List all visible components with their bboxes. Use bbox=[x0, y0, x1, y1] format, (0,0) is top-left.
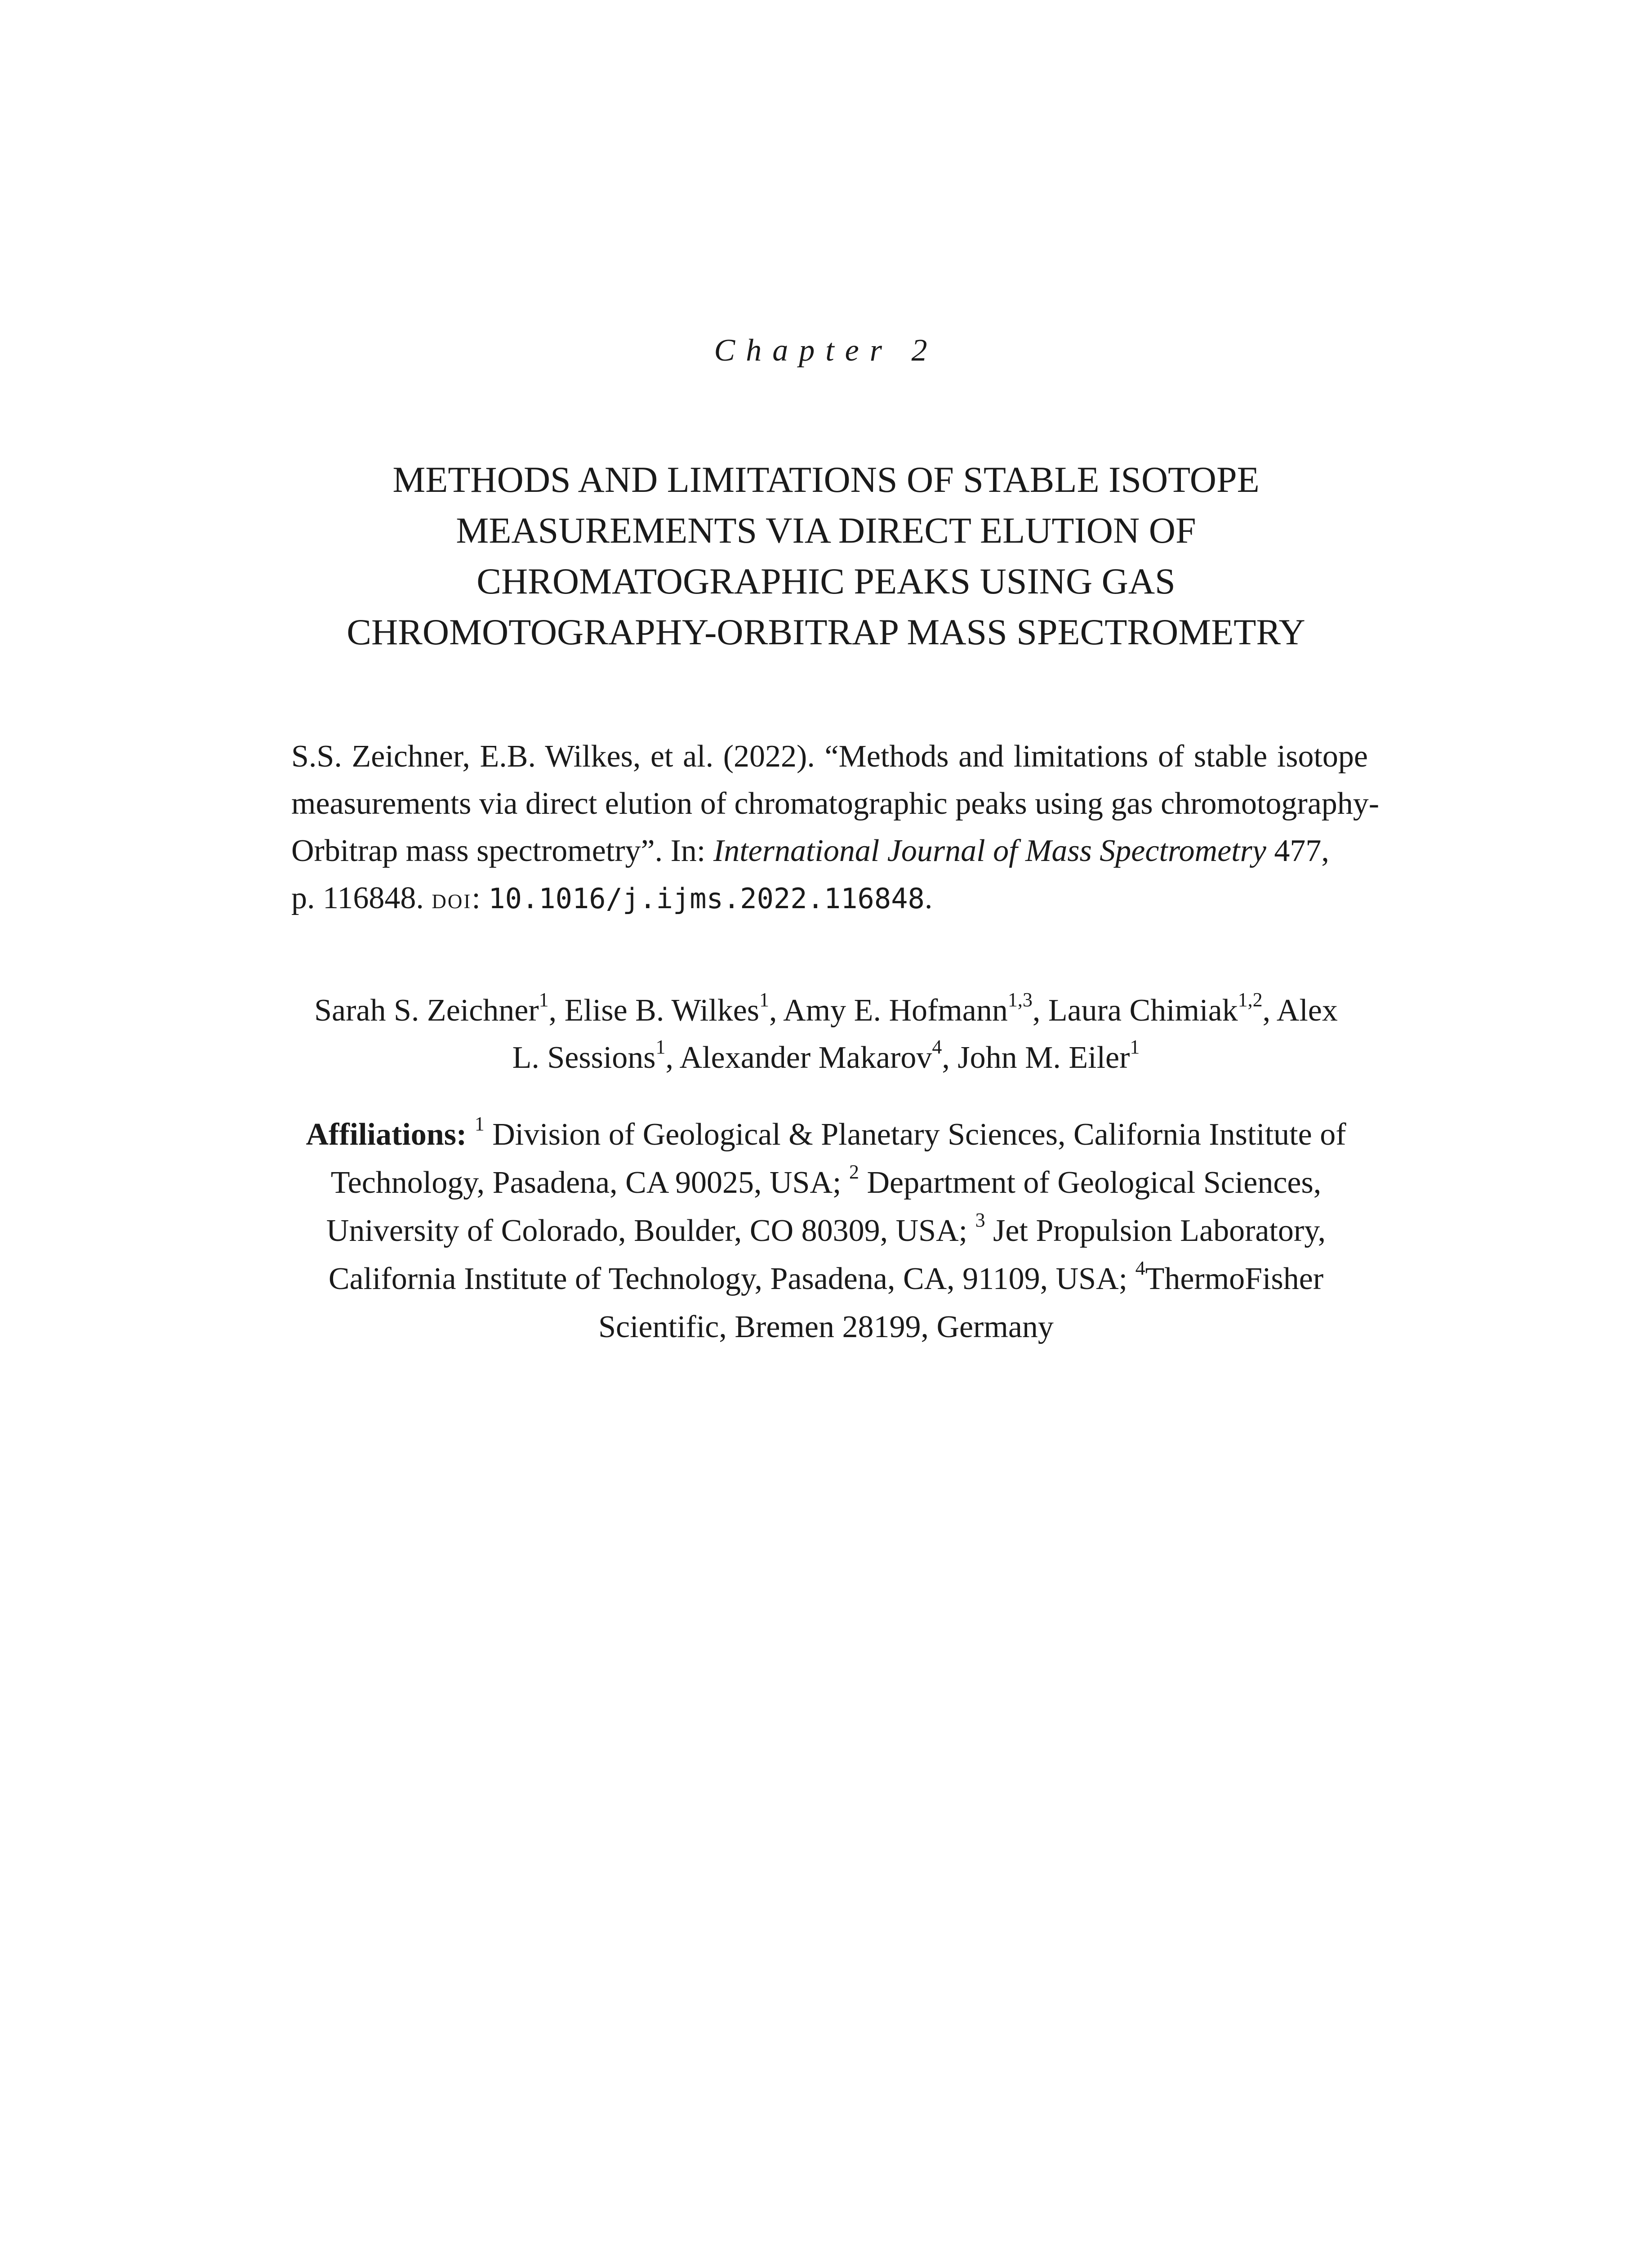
citation-text: Orbitrap mass spectrometry”. In: bbox=[291, 834, 713, 868]
affiliation-text: Jet Propulsion Laboratory, bbox=[985, 1213, 1326, 1248]
chapter-title bbox=[252, 454, 1400, 657]
citation-line: S.S. Zeichner, E.B. Wilkes, et al. (2022). “Methods and limitations of stable isotope bbox=[291, 739, 1368, 774]
affiliation-text: California Institute of Technology, Pasadena, CA, 91109, USA; bbox=[328, 1262, 1135, 1296]
journal-name: International Journal of Mass Spectrometry bbox=[713, 834, 1266, 868]
affiliation-marker: 1,2 bbox=[1238, 988, 1263, 1011]
affiliation-line bbox=[252, 1111, 1400, 1159]
affiliation-line bbox=[252, 1159, 1400, 1207]
affiliations-block bbox=[252, 1111, 1400, 1351]
affiliation-text: Division of Geological & Planetary Sciences, California Institute of bbox=[484, 1117, 1346, 1152]
affiliation-line bbox=[252, 1207, 1400, 1255]
author-name: Sarah S. Zeichner bbox=[314, 993, 539, 1028]
chapter-label: Chapter 2 bbox=[714, 333, 938, 368]
author-name: , Elise B. Wilkes bbox=[548, 993, 760, 1028]
affiliation-marker: 3 bbox=[975, 1209, 985, 1231]
affiliation-marker: 1 bbox=[1130, 1035, 1140, 1058]
author-list bbox=[252, 987, 1400, 1081]
author-line bbox=[252, 987, 1400, 1034]
affiliation-marker: 4 bbox=[932, 1035, 942, 1058]
author-name: , Amy E. Hofmann bbox=[769, 993, 1008, 1028]
chapter-title-line: MEASUREMENTS VIA DIRECT ELUTION OF bbox=[456, 510, 1196, 551]
chapter-title-line: CHROMOTOGRAPHY-ORBITRAP MASS SPECTROMETRY bbox=[347, 611, 1305, 652]
citation-text: 477, bbox=[1266, 834, 1329, 868]
author-name: , Laura Chimiak bbox=[1032, 993, 1238, 1028]
doi-link[interactable]: 10.1016/j.ijms.2022.116848 bbox=[488, 882, 925, 915]
author-name: , John M. Eiler bbox=[942, 1040, 1130, 1075]
affiliation-text: Technology, Pasadena, CA 90025, USA; bbox=[330, 1165, 849, 1200]
doi-label: doi bbox=[432, 883, 472, 914]
affiliation-marker: 1 bbox=[759, 988, 770, 1011]
affiliation-marker: 4 bbox=[1135, 1257, 1145, 1279]
affiliation-marker: 1,3 bbox=[1007, 988, 1033, 1011]
citation-line bbox=[291, 874, 1368, 922]
citation-line: measurements via direct elution of chromatographic peaks using gas chromotography- bbox=[291, 786, 1380, 821]
doi-separator: : bbox=[472, 881, 489, 915]
affiliation-marker: 1 bbox=[474, 1112, 485, 1135]
affiliation-marker: 2 bbox=[849, 1160, 859, 1183]
citation-block bbox=[291, 733, 1380, 922]
affiliation-line: Scientific, Bremen 28199, Germany bbox=[598, 1310, 1054, 1344]
affiliation-marker: 1 bbox=[539, 988, 549, 1011]
citation-text: p. 116848. bbox=[291, 881, 432, 915]
author-name: , Alexander Makarov bbox=[665, 1040, 932, 1075]
chapter-title-line: METHODS AND LIMITATIONS OF STABLE ISOTOPE bbox=[392, 459, 1260, 500]
citation-text: . bbox=[924, 881, 933, 915]
author-name: , Alex bbox=[1262, 993, 1338, 1028]
chapter-title-line: CHROMATOGRAPHIC PEAKS USING GAS bbox=[476, 561, 1176, 602]
citation-line bbox=[291, 827, 1368, 874]
affiliation-text: ThermoFisher bbox=[1145, 1262, 1324, 1296]
author-line bbox=[252, 1034, 1400, 1081]
author-name: L. Sessions bbox=[512, 1040, 656, 1075]
affiliation-text: Department of Geological Sciences, bbox=[859, 1165, 1322, 1200]
affiliations-label: Affiliations: bbox=[306, 1117, 467, 1152]
affiliation-marker: 1 bbox=[655, 1035, 666, 1058]
affiliation-text: University of Colorado, Boulder, CO 80309, USA; bbox=[326, 1213, 975, 1248]
affiliation-line bbox=[252, 1255, 1400, 1303]
